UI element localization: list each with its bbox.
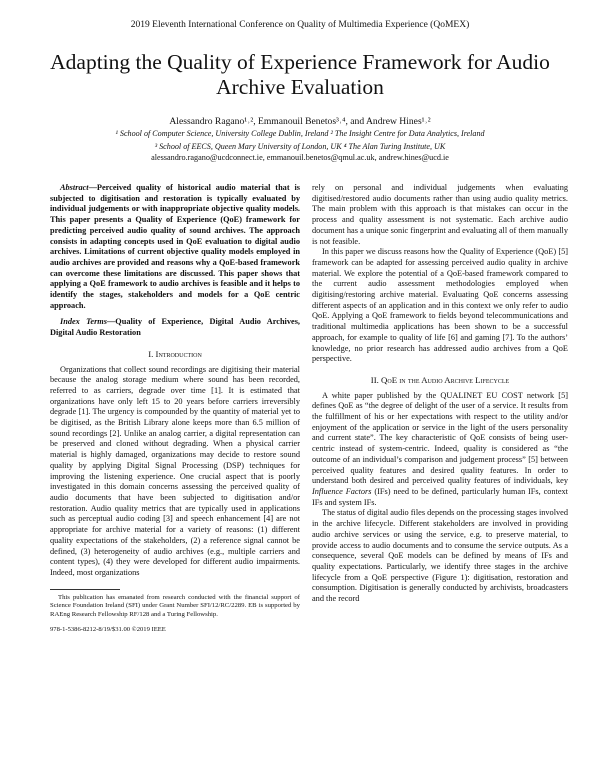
author-list: Alessandro Ragano¹˒², Emmanouil Benetos³˒⁴, and Andrew Hines¹˒²	[169, 116, 431, 127]
abstract	[50, 183, 300, 311]
p3-text-before: A white paper published by the QUALINET EU COST network [5] defines QoE as “the degree of delight of the user of a service. It results from the fulfillment of his or her expectations with respect to the utility and/or enjoyment of the application or service in the light of the users personality and current state”. The key characteristic of QoE consists of being user-centric instead of system-centric. Indeed, quality is considered as “the outcome of an individual’s comparison and judgement process” [5] between perceived quality features and desired quality features. In order to understand both desired and perceived quality features of individuals, key	[312, 390, 568, 486]
right-column	[312, 183, 568, 605]
p3-influence-factors: Influence Factors	[312, 486, 372, 496]
paper-title: Adapting the Quality of Experience Framework for Audio Archive Evaluation	[50, 50, 550, 99]
abstract-lead: Abstract	[60, 183, 89, 192]
conference-header: 2019 Eleventh International Conference on Quality of Multimedia Experience (QoMEX)	[130, 20, 470, 30]
section-heading-introduction: I. Introduction	[148, 348, 202, 359]
right-paragraph-2: In this paper we discuss reasons how the Quality of Experience (QoE) [5] framework can be adapted for assessing perceived audio quality in archive material. We explore the potential of a QoE-based framework compared to the current audio assessment methodologies employed when digitising/restoring archive material. Evaluating QoE concerns assessing different aspects of an application and in this context we only refer to audio QoE. Applying a QoE framework to fields beyond telecommunications and traditional multimedia applications has been shown to be a successful approach, for example to quality of life [6] and gaming [7]. To the authors’ knowledge, no prior research has addressed audio archives from a QoE perspective.	[312, 247, 568, 364]
right-paragraph-4: The status of digital audio files depends on the processing stages involved in the archive lifecycle. Different stakeholders are involved in providing audio archive services or using the service, e.g. to preserve material, to provide access to audio documents and to consume the service outputs. As a consequence, several QoE models can be defined by means of IFs and quality expectations. Particularly, we identify three stages in the archive lifecycle from a QoE perspective (Figure 1): digitisation, restoration and consumption. Digitisation is generally conducted by archivists, broadcasters and the record	[312, 508, 568, 604]
p3-text-after: (IFs) need to be defined, particularly human IFs, context IFs and system IFs.	[312, 486, 568, 507]
affiliations-line-1: ¹ School of Computer Science, University College Dublin, Ireland ² The Insight Centre for Data Analytics, Ireland	[115, 129, 485, 138]
isbn-line: 978-1-5386-8212-8/19/$31.00 ©2019 IEEE	[50, 626, 166, 634]
funding-footnote: This publication has emanated from research conducted with the financial support of Science Foundation Ireland (SFI) under Grant Number SFI/12/RC/2289. EB is supported by RAEng Research Fellowship RF/128 and a Turing Fellowship.	[50, 593, 300, 618]
right-paragraph-1: rely on personal and individual judgements when evaluating digitised/restored audio documents rather than using audio quality metrics. The main problem with this approach is that mistakes can occur in the process and quality assessment is not systematic. Each archive audio document has a unique sonic fingerprint and evaluating all of them manually is not feasible.	[312, 183, 568, 246]
right-paragraph-3	[312, 391, 568, 509]
intro-paragraph: Organizations that collect sound recordings are digitising their material because the analog storage medium where sound has been recorded, referred to as carriers, degrade over time [1]. It is estimated that organizations have only left 15 to 20 years before carriers irreversibly degrade [1]. The urgency is compounded by the quantity of material yet to be digitised, as the British Library alone keeps more than 6.5 million of sound recordings [2]. Unlike an analog carrier, a digital representation can be preserved and cloned without degrading. When a physical carrier material is highly damaged, organizations may decide to restore sound quality by applying Digital Signal Processing (DSP) techniques for improving the listening experience. One crucial aspect that is poorly investigated in this domain concerns assessing the perceived quality of audio documents that have been subjected to digitisation and/or restoration. Audio quality metrics that are typically used in applications such as perceptual audio coding [3] and speech enhancement [4] are not appropriate for archive material for a variety of reasons: (1) different quality expectations of the stakeholders, (2) a reference signal cannot be defined, (3) heterogeneity of audio archives (e.g., multiple carriers and content types), (4) they were developed for different audio impairments. Indeed, most organizations	[50, 364, 300, 577]
left-column	[50, 183, 300, 636]
section-heading-qoe-lifecycle: II. QoE in the Audio Archive Lifecycle	[370, 374, 510, 385]
abstract-text: —Perceived quality of historical audio material that is subjected to digitisation and restoration is typically evaluated by individual judgements or with inappropriate objective quality models. This paper presents a Quality of Experience (QoE) framework for predicting perceived audio quality of sound archives. The approach consists in adapting concepts used in QoE evaluation to digital audio archives. Limitations of current objective quality models employed in audio archives are provided and reasons why a QoE-based framework can overcome these limitations are discussed. This paper shows that applying a QoE framework to audio archives is feasible and it helps to identify the stages, stakeholders and models for a QoE centric approach.	[50, 183, 300, 310]
footnote-rule	[50, 589, 120, 590]
index-terms	[50, 317, 300, 338]
index-terms-lead: Index Terms	[60, 317, 107, 327]
affiliations-line-2: ³ School of EECS, Queen Mary University of London, UK ⁴ The Alan Turing Institute, UK	[154, 142, 446, 151]
author-emails: alessandro.ragano@ucdconnect.ie, emmanouil.benetos@qmul.ac.uk, andrew.hines@ucd.ie	[151, 153, 449, 162]
index-terms-text: —Quality of Experience, Digital Audio Archives, Digital Audio Restoration	[50, 317, 300, 338]
